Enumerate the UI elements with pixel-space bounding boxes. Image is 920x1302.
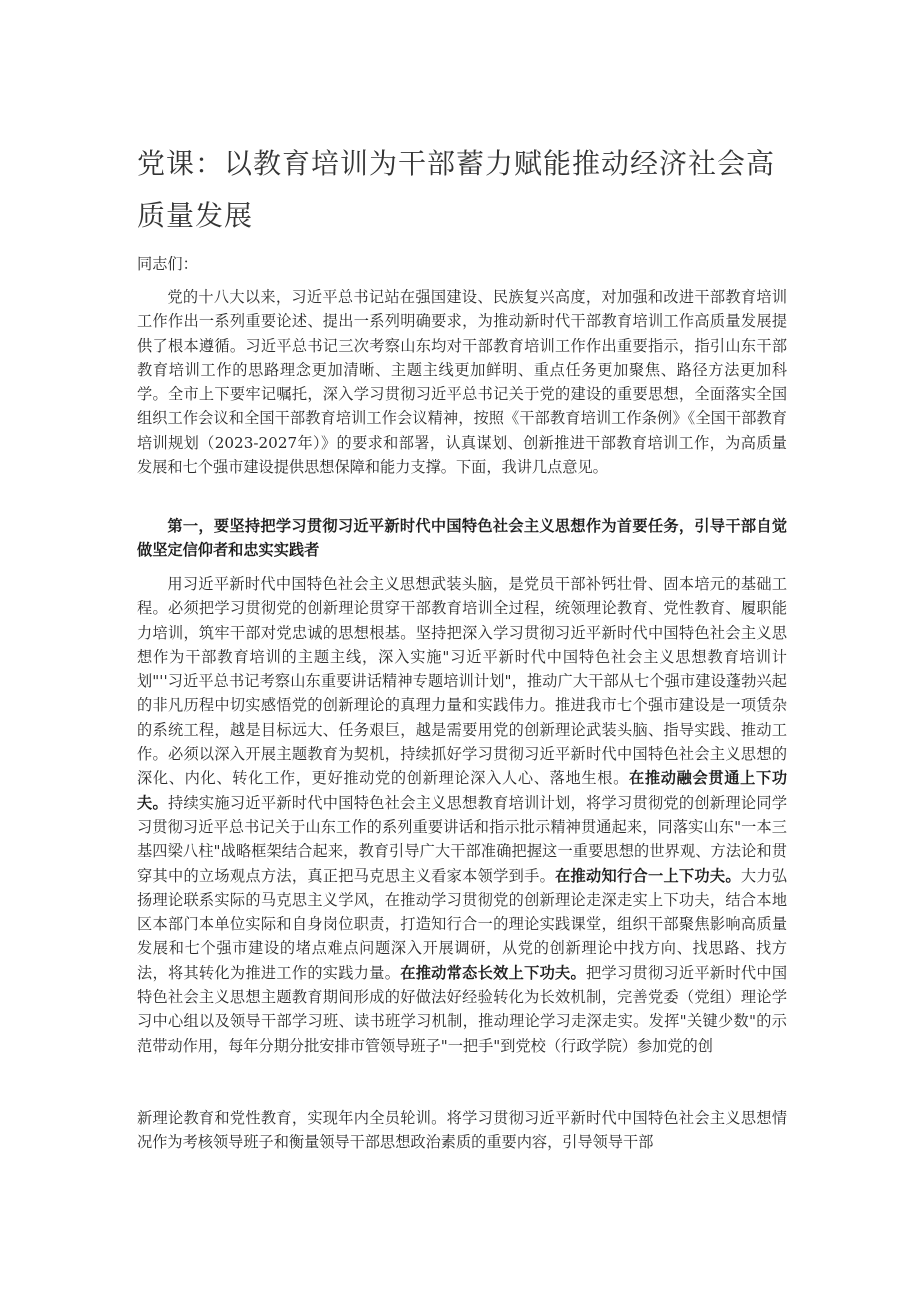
salutation [137,252,787,276]
body-paragraph-text [137,572,787,1058]
section-heading [137,514,787,563]
intro-paragraph [137,285,787,479]
body-text-part: 大力弘扬理论联系实际的马克思主义学风，在推动学习贯彻党的创新理论走深走实上下功夫，结合本地区本部门本单位实际和自身岗位职责，打造知行合一的理论实践课堂，组织干部聚焦影响高质量发展和七个强市建设的堵点难点问题深入开展调研，从党的创新理论中找方向、找思路、找方法，将其转化为推进工作的实践力量。 [137,866,788,982]
continued-paragraph-text: 新理论教育和党性教育，实现年内全员轮训。将学习贯彻习近平新时代中国特色社会主义思想情况作为考核领导班子和衡量领导干部思想政治素质的重要内容，引导领导干部 [137,1109,787,1152]
section-heading-text: 第一，要坚持把学习贯彻习近平新时代中国特色社会主义思想作为首要任务，引导干部自觉做坚定信仰者和忠实实践者 [137,517,787,560]
body-text-part: 把学习贯彻习近平新时代中国特色社会主义思想主题教育期间形成的好做法好经验转化为长效机制，完善党委（党组）理论学习中心组以及领导干部学习班、读书班学习机制，推动理论学习走深走实。发挥"关键少数"的示范带动作用，每年分期分批安排市管领导班子"一把手"到党校（行政学院）参加党的创 [137,963,788,1055]
bold-highlight: 在推动常态长效上下功夫。 [400,963,587,982]
continued-paragraph [137,1106,787,1155]
salutation-text: 同志们： [137,255,198,273]
body-text-part: 持续实施习近平新时代中国特色社会主义思想教育培训计划，将学习贯彻党的创新理论同学习贯彻习近平总书记关于山东工作的系列重要讲话和指示批示精神贯通起来，同落实山东"一本三基四梁八柱"战略框架结合起来，教育引导广大干部准确把握这一重要思想的世界观、方法论和贯穿其中的立场观点方法，真正把马克思主义看家本领学到手。 [137,793,788,885]
bold-highlight: 在推动融会贯通上下功夫。 [137,769,788,812]
document-title: 党课：以教育培训为干部蓄力赋能推动经济社会高质量发展 [137,147,776,232]
bold-highlight: 在推动知行合一上下功夫。 [555,866,741,885]
body-paragraph [137,572,787,1058]
body-text-part: 用习近平新时代中国特色社会主义思想武装头脑，是党员干部补钙壮骨、固本培元的基础工程。必须把学习贯彻党的创新理论贯穿干部教育培训全过程，统领理论教育、党性教育、履职能力培训，筑牢干部对党忠诚的思想根基。坚持把深入学习贯彻习近平新时代中国特色社会主义思想作为干部教育培训的主题主线，深入实施"习近平新时代中国特色社会主义思想教育培训计划"''习近平总书记考察山东重要讲话精神专题培训计划"，推动广大干部从七个强市建设蓬勃兴起的非凡历程中切实感悟党的创新理论的真理力量和实践伟力。推进我市七个强市建设是一项赁杂的系统工程，越是目标远大、任务艰巨，越是需要用党的创新理论武装头脑、指导实践、推动工作。必须以深入开展主题教育为契机，持续抓好学习贯彻习近平新时代中国特色社会主义思想的深化、内化、转化工作，更好推动党的创新理论深入人心、落地生根。 [137,575,787,788]
intro-paragraph-text: 党的十八大以来，习近平总书记站在强国建设、民族复兴高度，对加强和改进干部教育培训工作作出一系列重要论述、提出一系列明确要求，为推动新时代干部教育培训工作高质量发展提供了根本遵循。习近平总书记三次考察山东均对干部教育培训工作作出重要指示，指引山东干部教育培训工作的思路理念更加清晰、主题主线更加鲜明、重点任务更加聚焦、路径方法更加科学。全市上下要牢记嘱托，深入学习贯彻习近平总书记关于党的建设的重要思想，全面落实全国组织工作会议和全国干部教育培训工作会议精神，按照《干部教育培训工作条例》《全国干部教育培训规划（2023-2027年）》的要求和部署，认真谋划、创新推进干部教育培训工作，为高质量发展和七个强市建设提供思想保障和能力支撑。下面，我讲几点意见。 [137,288,787,477]
